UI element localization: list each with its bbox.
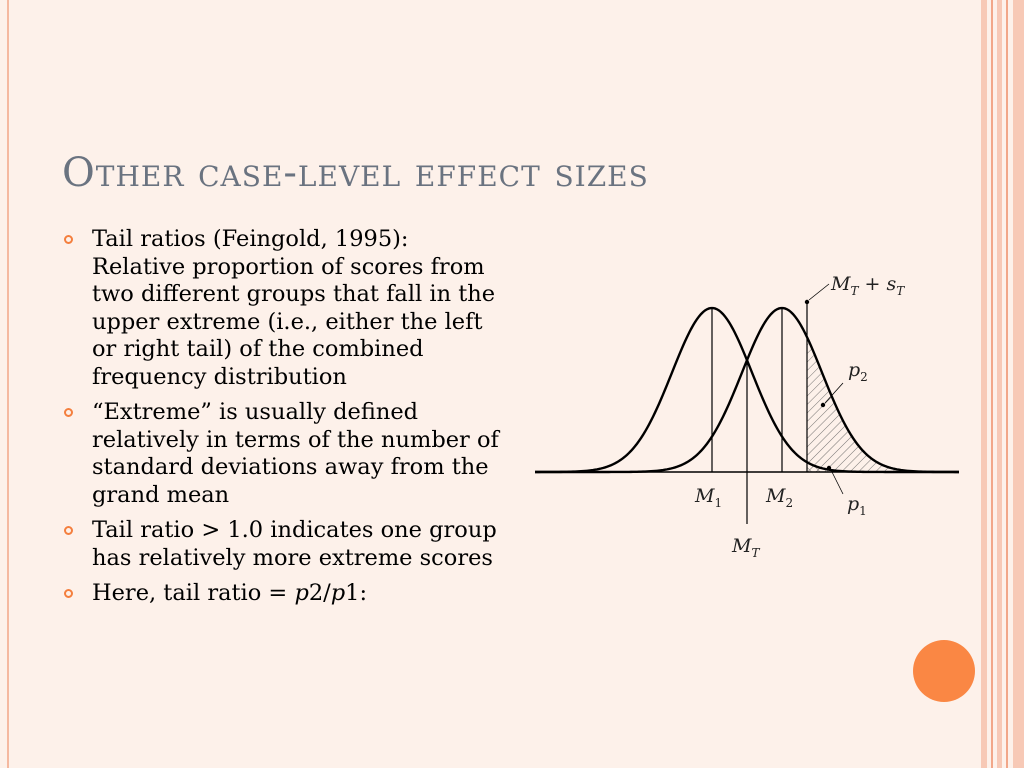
decorative-circle <box>913 640 975 702</box>
ring-bullet-icon <box>64 526 73 535</box>
mt-label: $M_T$ <box>732 535 760 560</box>
upper-tail-region-group2 <box>807 337 959 472</box>
bullet-list <box>62 226 502 616</box>
p2-label: $p_2$ <box>848 359 868 384</box>
formula-mid: 2/ <box>308 580 331 606</box>
ring-bullet-icon <box>64 235 73 244</box>
formula-p2-var: p <box>294 580 309 606</box>
bullet-item <box>62 226 502 391</box>
cutoff-leader-line <box>809 284 829 300</box>
bullet-text: Tail ratios (Feingold, 1995): Relative proportion of scores from two different groups that fall in the upper extreme (i.e., either the left or right tail) of the combined frequency distribution <box>92 226 496 390</box>
bullet-item <box>62 580 502 608</box>
m1-label: $M_1$ <box>695 485 723 510</box>
bullet-item <box>62 517 502 572</box>
m2-label: $M_2$ <box>766 485 794 510</box>
bullet-text: Tail ratio > 1.0 indicates one group has relatively more extreme scores <box>92 517 497 571</box>
tail-ratio-diagram <box>525 262 965 572</box>
cutoff-leader-dot <box>805 300 809 304</box>
formula-p1-var: p <box>330 580 346 606</box>
p1-leader-dot <box>827 466 831 470</box>
right-border-stripe <box>997 0 1002 768</box>
slide-title: Other case-level effect sizes <box>62 150 649 196</box>
p2-leader-dot <box>821 403 825 407</box>
ring-bullet-icon <box>64 589 73 598</box>
left-border-line <box>7 0 9 768</box>
ring-bullet-icon <box>64 408 73 417</box>
bullet-text-prefix: Here, tail ratio = <box>92 580 295 606</box>
formula-suffix: 1: <box>345 580 368 606</box>
right-border-stripe <box>991 0 993 768</box>
right-border-stripe <box>981 0 987 768</box>
right-border-stripe <box>1013 0 1024 768</box>
p1-leader-line <box>831 470 843 494</box>
right-border-stripe <box>1006 0 1008 768</box>
p1-label: $p_1$ <box>847 493 867 518</box>
bullet-text: “Extreme” is usually defined relatively in terms of the number of standard deviations away from the grand mean <box>92 399 499 508</box>
bullet-item <box>62 399 502 509</box>
cutoff-label: $M_T + s_T$ <box>831 273 905 298</box>
